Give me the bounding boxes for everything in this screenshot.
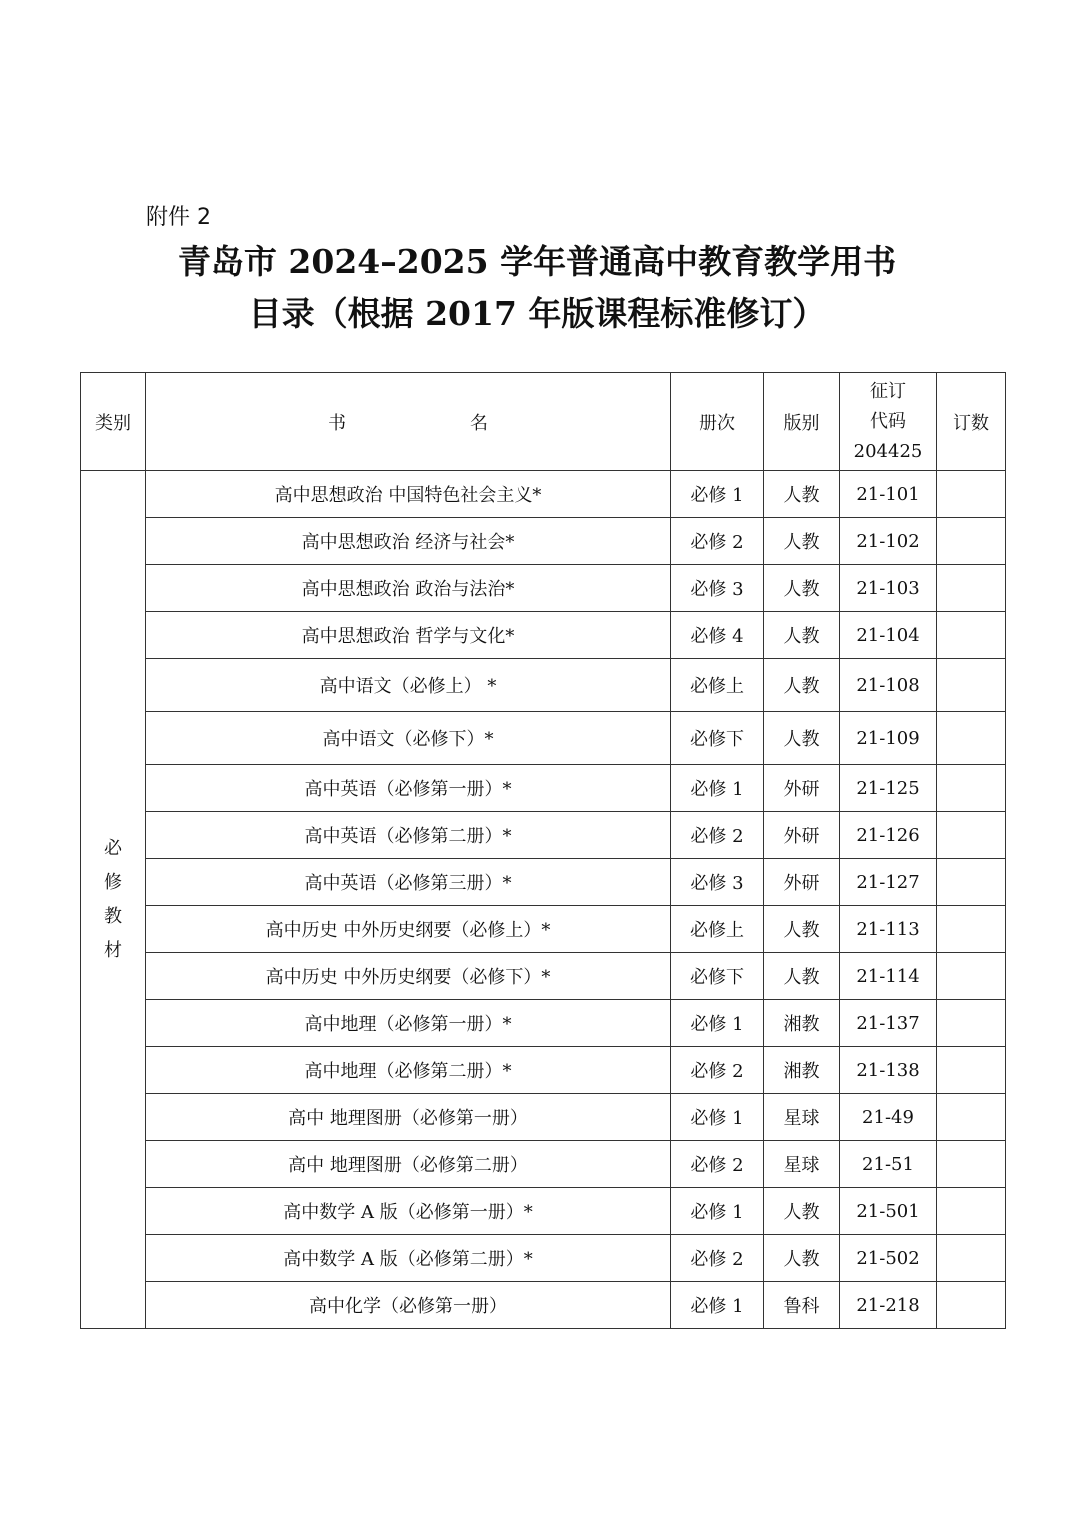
order-code-cell: 21-114 [840, 953, 937, 1000]
quantity-cell [937, 953, 1006, 1000]
table-row [81, 471, 1006, 518]
header-code-line1: 征订 [870, 380, 906, 402]
order-code-cell: 21-104 [840, 612, 937, 659]
order-code-cell: 21-501 [840, 1188, 937, 1235]
table-row [81, 1000, 1006, 1047]
table-body [81, 471, 1006, 1329]
book-name-cell: 高中化学（必修第一册） [146, 1282, 671, 1329]
volume-cell: 必修 4 [671, 612, 764, 659]
table-row [81, 906, 1006, 953]
book-name-cell: 高中历史 中外历史纲要（必修上）* [146, 906, 671, 953]
header-order-code [840, 373, 937, 471]
attachment-label: 附件 2 [146, 205, 211, 230]
category-cell [81, 471, 146, 1329]
table-row [81, 565, 1006, 612]
book-name-cell: 高中数学 A 版（必修第一册）* [146, 1188, 671, 1235]
volume-cell: 必修上 [671, 906, 764, 953]
order-code-cell: 21-49 [840, 1094, 937, 1141]
table-row [81, 612, 1006, 659]
edition-cell: 人教 [764, 1235, 840, 1282]
book-name-cell: 高中地理（必修第二册）* [146, 1047, 671, 1094]
quantity-cell [937, 612, 1006, 659]
book-name-cell: 高中英语（必修第二册）* [146, 812, 671, 859]
volume-cell: 必修 2 [671, 1235, 764, 1282]
volume-cell: 必修 3 [671, 859, 764, 906]
table-row [81, 765, 1006, 812]
edition-cell: 湘教 [764, 1000, 840, 1047]
edition-cell: 星球 [764, 1094, 840, 1141]
edition-cell: 人教 [764, 1188, 840, 1235]
order-code-cell: 21-102 [840, 518, 937, 565]
edition-cell: 外研 [764, 765, 840, 812]
book-name-cell: 高中思想政治 政治与法治* [146, 565, 671, 612]
book-name-cell: 高中思想政治 哲学与文化* [146, 612, 671, 659]
edition-cell: 人教 [764, 953, 840, 1000]
table-row [81, 1188, 1006, 1235]
order-code-cell: 21-103 [840, 565, 937, 612]
table-row [81, 712, 1006, 765]
volume-cell: 必修下 [671, 953, 764, 1000]
quantity-cell [937, 906, 1006, 953]
edition-cell: 人教 [764, 906, 840, 953]
table-row [81, 1235, 1006, 1282]
table-row [81, 953, 1006, 1000]
order-code-cell: 21-138 [840, 1047, 937, 1094]
book-name-cell: 高中历史 中外历史纲要（必修下）* [146, 953, 671, 1000]
volume-cell: 必修 2 [671, 1047, 764, 1094]
header-code-line3: 204425 [853, 440, 923, 462]
volume-cell: 必修 1 [671, 1094, 764, 1141]
table-row [81, 859, 1006, 906]
volume-cell: 必修 1 [671, 765, 764, 812]
quantity-cell [937, 1000, 1006, 1047]
quantity-cell [937, 812, 1006, 859]
quantity-cell [937, 1141, 1006, 1188]
order-code-cell: 21-125 [840, 765, 937, 812]
order-code-cell: 21-126 [840, 812, 937, 859]
edition-cell: 人教 [764, 712, 840, 765]
book-name-cell: 高中英语（必修第三册）* [146, 859, 671, 906]
header-edition: 版别 [764, 373, 840, 471]
table-row [81, 518, 1006, 565]
title-line-1: 青岛市 2024–2025 学年普通高中教育教学用书 [177, 242, 897, 281]
header-name-part1: 书 [328, 412, 346, 434]
order-code-cell: 21-113 [840, 906, 937, 953]
document-title [0, 236, 1074, 340]
book-name-cell: 高中思想政治 中国特色社会主义* [146, 471, 671, 518]
header-name-part2: 名 [470, 412, 488, 434]
book-name-cell: 高中语文（必修下）* [146, 712, 671, 765]
volume-cell: 必修 1 [671, 1282, 764, 1329]
book-name-cell: 高中思想政治 经济与社会* [146, 518, 671, 565]
header-book-name [146, 373, 671, 471]
edition-cell: 人教 [764, 471, 840, 518]
order-code-cell: 21-137 [840, 1000, 937, 1047]
volume-cell: 必修 1 [671, 1000, 764, 1047]
quantity-cell [937, 765, 1006, 812]
quantity-cell [937, 1235, 1006, 1282]
edition-cell: 外研 [764, 812, 840, 859]
table-row [81, 1094, 1006, 1141]
book-name-cell: 高中 地理图册（必修第一册） [146, 1094, 671, 1141]
edition-cell: 人教 [764, 659, 840, 712]
category-label: 必修教材 [104, 837, 122, 961]
order-code-cell: 21-502 [840, 1235, 937, 1282]
table-row [81, 1282, 1006, 1329]
edition-cell: 星球 [764, 1141, 840, 1188]
table-row [81, 812, 1006, 859]
quantity-cell [937, 471, 1006, 518]
volume-cell: 必修上 [671, 659, 764, 712]
table-header-row [81, 373, 1006, 471]
volume-cell: 必修 2 [671, 518, 764, 565]
volume-cell: 必修下 [671, 712, 764, 765]
book-name-cell: 高中语文（必修上） * [146, 659, 671, 712]
edition-cell: 人教 [764, 612, 840, 659]
quantity-cell [937, 859, 1006, 906]
edition-cell: 湘教 [764, 1047, 840, 1094]
quantity-cell [937, 712, 1006, 765]
title-line-2: 目录（根据 2017 年版课程标准修订） [248, 294, 826, 333]
textbook-catalog-table [80, 372, 1006, 1329]
quantity-cell [937, 518, 1006, 565]
volume-cell: 必修 3 [671, 565, 764, 612]
order-code-cell: 21-127 [840, 859, 937, 906]
quantity-cell [937, 1188, 1006, 1235]
book-name-cell: 高中数学 A 版（必修第二册）* [146, 1235, 671, 1282]
edition-cell: 人教 [764, 518, 840, 565]
volume-cell: 必修 1 [671, 471, 764, 518]
order-code-cell: 21-101 [840, 471, 937, 518]
order-code-cell: 21-109 [840, 712, 937, 765]
header-quantity: 订数 [937, 373, 1006, 471]
book-name-cell: 高中英语（必修第一册）* [146, 765, 671, 812]
header-category: 类别 [81, 373, 146, 471]
volume-cell: 必修 2 [671, 1141, 764, 1188]
table-row [81, 1141, 1006, 1188]
table-row [81, 1047, 1006, 1094]
header-code-line2: 代码 [870, 410, 906, 432]
book-name-cell: 高中 地理图册（必修第二册） [146, 1141, 671, 1188]
edition-cell: 外研 [764, 859, 840, 906]
order-code-cell: 21-108 [840, 659, 937, 712]
table-row [81, 659, 1006, 712]
quantity-cell [937, 1094, 1006, 1141]
order-code-cell: 21-51 [840, 1141, 937, 1188]
edition-cell: 鲁科 [764, 1282, 840, 1329]
volume-cell: 必修 1 [671, 1188, 764, 1235]
quantity-cell [937, 1282, 1006, 1329]
book-name-cell: 高中地理（必修第一册）* [146, 1000, 671, 1047]
quantity-cell [937, 1047, 1006, 1094]
quantity-cell [937, 659, 1006, 712]
volume-cell: 必修 2 [671, 812, 764, 859]
order-code-cell: 21-218 [840, 1282, 937, 1329]
edition-cell: 人教 [764, 565, 840, 612]
quantity-cell [937, 565, 1006, 612]
header-volume: 册次 [671, 373, 764, 471]
